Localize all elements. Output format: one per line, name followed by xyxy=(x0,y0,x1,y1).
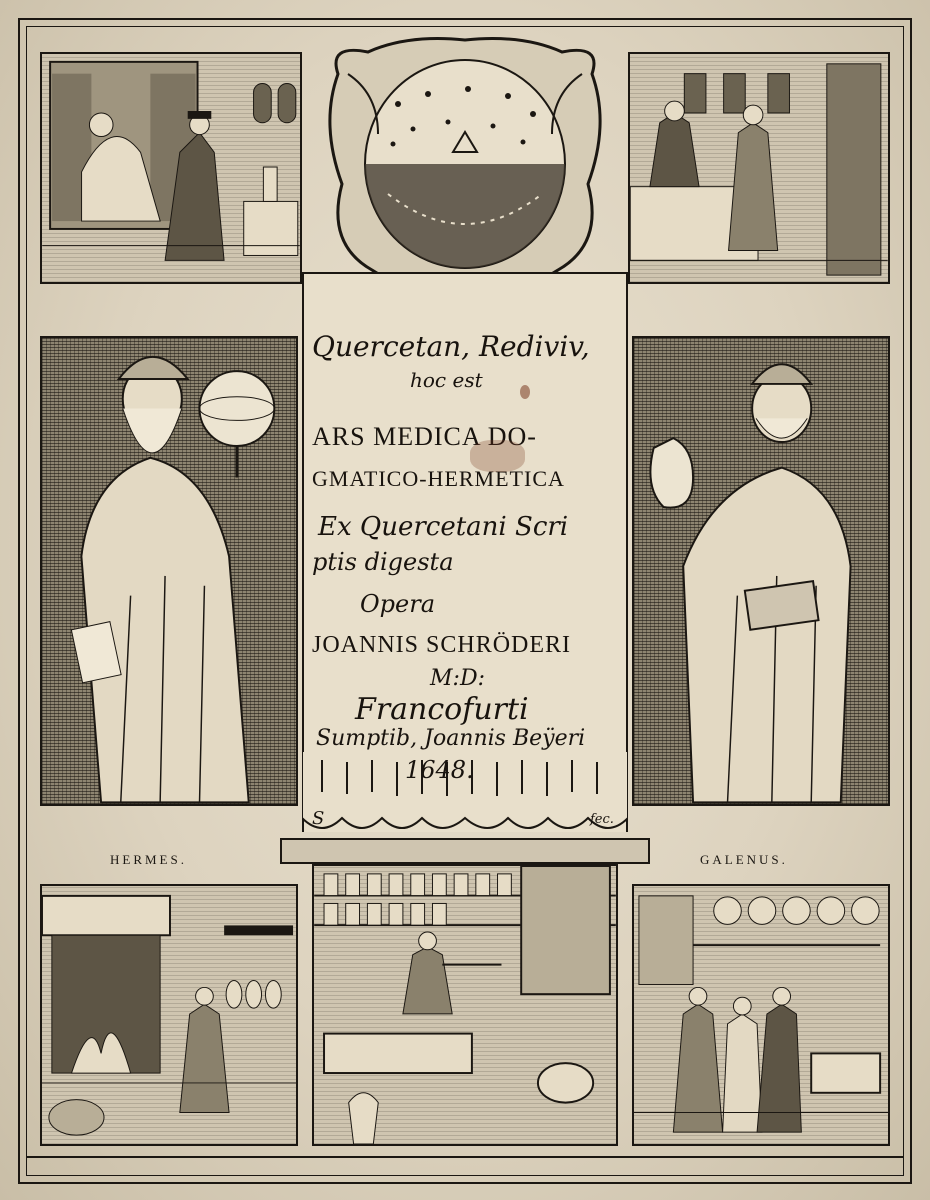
bottom-right-vignette-surgery xyxy=(632,884,890,1146)
right-niche-galenus xyxy=(632,336,890,806)
galenus-caption: GALENUS. xyxy=(700,852,788,867)
title-line-ars-medica: ARS MEDICA DO- xyxy=(312,422,537,451)
pedestal-ledge xyxy=(280,838,650,864)
kitchen-engraving xyxy=(42,886,296,1144)
consultation-engraving xyxy=(630,54,888,282)
title-line-opera: Opera xyxy=(360,590,436,618)
base-ledge xyxy=(26,1156,904,1170)
title-line-year: 1648. xyxy=(405,756,474,784)
engraver-monogram: S xyxy=(312,808,325,829)
title-line-sumptib: Sumptib, Joannis Beÿeri xyxy=(316,726,586,751)
bottom-center-vignette-apothecary xyxy=(312,864,618,1146)
top-right-vignette-consultation xyxy=(628,52,890,284)
title-line-quercetan: Quercetan, Rediviv, xyxy=(312,330,590,363)
surgery-engraving xyxy=(634,886,888,1144)
galenus-figure-engraving xyxy=(634,338,888,804)
title-line-dogmatico: GMATICO-HERMETICA xyxy=(312,466,565,491)
top-left-vignette-bedchamber xyxy=(40,52,302,284)
hermes-figure-engraving xyxy=(42,338,296,804)
cosmic-emblem-engraving xyxy=(318,34,612,300)
title-line-author: JOANNIS SCHRÖDERI xyxy=(312,632,572,658)
engraver-mark: fec. xyxy=(590,812,614,827)
apothecary-engraving xyxy=(314,866,616,1144)
bottom-left-vignette-kitchen xyxy=(40,884,298,1146)
title-line-francofurti: Francofurti xyxy=(355,692,529,727)
title-line-ex-quercetani: Ex Quercetani Scri xyxy=(318,512,569,542)
title-line-digesta: ptis digesta xyxy=(312,548,454,576)
title-line-hoc-est: hoc est xyxy=(410,368,483,392)
hermes-caption: HERMES. xyxy=(110,852,187,867)
ink-stain xyxy=(470,440,525,472)
title-line-md: M:D: xyxy=(430,666,485,691)
ink-stain xyxy=(520,385,530,399)
cartouche-emblem xyxy=(318,34,612,300)
left-niche-hermes xyxy=(40,336,298,806)
bedchamber-engraving xyxy=(42,54,300,282)
